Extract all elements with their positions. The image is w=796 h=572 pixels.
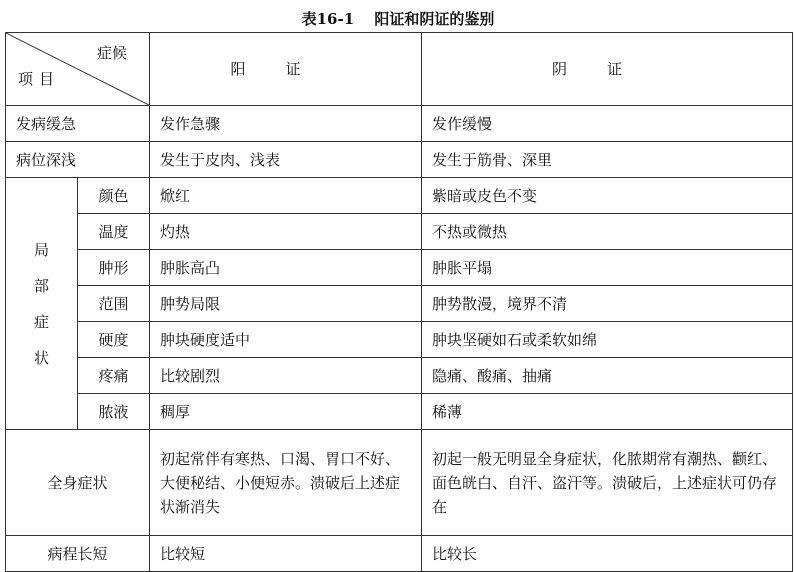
yin-cell: 肿块坚硬如石或柔软如绵	[422, 322, 793, 358]
sub-label: 脓液	[78, 394, 150, 430]
row-label: 全身症状	[6, 430, 150, 536]
table-row	[6, 286, 793, 322]
yang-cell: 初起常伴有寒热、口渴、胃口不好、大便秘结、小便短赤。溃破后上述症状渐消失	[150, 430, 422, 536]
yin-cell: 隐痛、酸痛、抽痛	[422, 358, 793, 394]
sub-label: 疼痛	[78, 358, 150, 394]
sub-label: 范围	[78, 286, 150, 322]
table-row	[6, 250, 793, 286]
yin-cell: 肿势散漫，境界不清	[422, 286, 793, 322]
yang-cell: 发生于皮肉、浅表	[150, 142, 422, 178]
comparison-table	[5, 32, 793, 572]
yang-cell: 肿块硬度适中	[150, 322, 422, 358]
group-label-char: 症	[33, 312, 49, 331]
table-row	[6, 178, 793, 214]
header-symptom-label: 症候	[96, 44, 127, 62]
yang-cell: 发作急骤	[150, 106, 422, 142]
yang-cell: 比较短	[150, 536, 422, 572]
sub-label: 温度	[78, 214, 150, 250]
yin-cell: 紫暗或皮色不变	[422, 178, 793, 214]
header-row	[6, 33, 793, 106]
yin-cell: 不热或微热	[422, 214, 793, 250]
yin-cell: 比较长	[422, 536, 793, 572]
group-label-char: 部	[33, 276, 49, 295]
header-corner-cell	[6, 33, 150, 106]
row-label: 病程长短	[6, 536, 150, 572]
table-row	[6, 142, 793, 178]
table-row	[6, 394, 793, 430]
yang-cell: 灼热	[150, 214, 422, 250]
yang-cell: 焮红	[150, 178, 422, 214]
table-row	[6, 322, 793, 358]
row-label: 发病缓急	[6, 106, 150, 142]
yin-cell: 发作缓慢	[422, 106, 793, 142]
table-title: 表16-1 阳证和阴证的鉴别	[301, 10, 495, 28]
table-row	[6, 106, 793, 142]
sub-label: 肿形	[78, 250, 150, 286]
yang-cell: 肿势局限	[150, 286, 422, 322]
sub-label: 颜色	[78, 178, 150, 214]
header-item-label: 项目	[18, 70, 61, 88]
group-label-char: 状	[33, 348, 49, 367]
yin-cell: 初起一般无明显全身症状，化脓期常有潮热、颧红、面色㿠白、自汗、盗汗等。溃破后，上述症状可仍存在	[422, 430, 793, 536]
table-row	[6, 430, 793, 536]
table-row	[6, 214, 793, 250]
table-row	[6, 536, 793, 572]
yang-cell: 肿胀高凸	[150, 250, 422, 286]
yang-cell: 比较剧烈	[150, 358, 422, 394]
yin-cell: 稀薄	[422, 394, 793, 430]
local-symptoms-label	[6, 178, 78, 430]
sub-label: 硬度	[78, 322, 150, 358]
group-label-char: 局	[33, 240, 49, 259]
yin-cell: 肿胀平塌	[422, 250, 793, 286]
header-yin: 阴证	[422, 33, 793, 106]
yin-cell: 发生于筋骨、深里	[422, 142, 793, 178]
header-yang: 阳证	[150, 33, 422, 106]
row-label: 病位深浅	[6, 142, 150, 178]
yang-cell: 稠厚	[150, 394, 422, 430]
table-row	[6, 358, 793, 394]
